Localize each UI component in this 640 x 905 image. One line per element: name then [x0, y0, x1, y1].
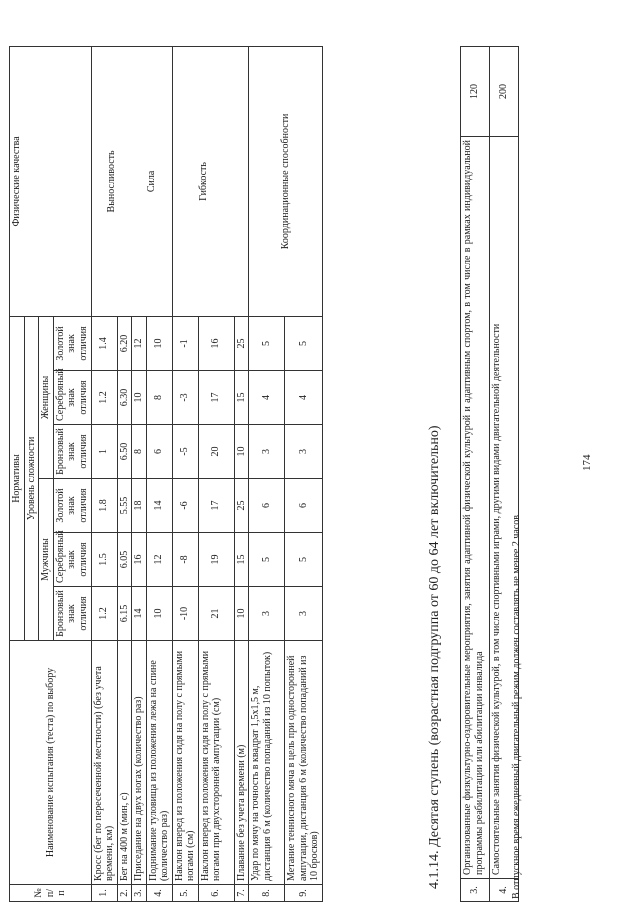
women-bronze-value: 10 — [234, 425, 249, 479]
women-gold-value: 5 — [249, 316, 285, 370]
activity-description: Самостоятельные занятия физической культурой, в том числе спортивными играми, другими видами двигательной деятельности — [490, 137, 519, 879]
women-gold-value: 5 — [285, 316, 323, 370]
men-silver-value: 1.5 — [91, 533, 117, 587]
section-title: 4.1.14. Десятая ступень (возрастная подгруппа от 60 до 64 лет включительно) — [427, 425, 442, 889]
women-gold-value: 12 — [132, 316, 147, 370]
women-gold-value: 6.20 — [117, 316, 132, 370]
header-row — [10, 46, 25, 901]
women-silver-value: 15 — [234, 371, 249, 425]
women-bronze-value: 8 — [132, 425, 147, 479]
men-gold-value: 14 — [146, 479, 172, 533]
row-number: 8. — [249, 885, 285, 902]
women-silver-value: 1.2 — [91, 371, 117, 425]
men-bronze-value: 1.2 — [91, 587, 117, 641]
women-silver-value: 17 — [198, 371, 234, 425]
women-bronze-value: 1 — [91, 425, 117, 479]
table-row — [132, 46, 147, 901]
header-difficulty-level: Уровень сложности — [24, 316, 39, 640]
men-bronze-value: 3 — [285, 587, 323, 641]
men-silver-value: 12 — [146, 533, 172, 587]
test-name: Метание теннисного мяча в цель при односторонней ампутации, дистанция 6 м (количество попаданий из 10 бросков) — [285, 641, 323, 885]
women-bronze-value: 3 — [249, 425, 285, 479]
men-gold-value: 18 — [132, 479, 147, 533]
test-name: Наклон вперед из положения сидя на полу с прямыми ногами при двухсторонней ампутации (см) — [198, 641, 234, 885]
men-bronze-value: 14 — [132, 587, 147, 641]
men-silver-value: 5 — [285, 533, 323, 587]
men-silver-value: 16 — [132, 533, 147, 587]
header-norms: Нормативы — [10, 316, 25, 640]
men-bronze-value: -10 — [172, 587, 198, 641]
women-bronze-value: 6.50 — [117, 425, 132, 479]
women-silver-value: -3 — [172, 371, 198, 425]
women-bronze-value: 20 — [198, 425, 234, 479]
women-bronze-value: 6 — [146, 425, 172, 479]
header-women-silver: Серебряный знак отличия — [53, 371, 91, 425]
row-number: 4. — [146, 885, 172, 902]
men-silver-value: -8 — [172, 533, 198, 587]
header-men-gold: Золотой знак отличия — [53, 479, 91, 533]
men-gold-value: 1.8 — [91, 479, 117, 533]
quality-strength: Сила — [132, 46, 173, 316]
women-gold-value: 25 — [234, 316, 249, 370]
women-gold-value: 1.4 — [91, 316, 117, 370]
quality-flexibility: Гибкость — [172, 46, 234, 316]
women-silver-value: 4 — [249, 371, 285, 425]
women-silver-value: 4 — [285, 371, 323, 425]
test-name: Приседание на двух ногах (количество раз) — [132, 641, 147, 885]
women-silver-value: 6.30 — [117, 371, 132, 425]
men-silver-value: 19 — [198, 533, 234, 587]
men-gold-value: 6 — [249, 479, 285, 533]
table-row — [91, 46, 117, 901]
men-gold-value: 6 — [285, 479, 323, 533]
row-number: 1. — [91, 885, 117, 902]
table-row — [249, 46, 285, 901]
header-men-silver: Серебряный знак отличия — [53, 533, 91, 587]
row-number: 6. — [198, 885, 234, 902]
activity-minutes: 200 — [490, 47, 519, 137]
men-bronze-value: 10 — [146, 587, 172, 641]
test-name: Кросс (бег по пересеченной местности) (без учета времени, км) — [91, 641, 117, 885]
quality-coordination: Координационные способности — [249, 46, 323, 316]
header-women-gold: Золотой знак отличия — [53, 316, 91, 370]
test-name: Удар по мячу на точность в квадрат 1,5х1,5 м, дистанция 6 м (количество попаданий из 10 попыток) — [249, 641, 285, 885]
row-number: 3. — [132, 885, 147, 902]
header-men: Мужчины — [39, 479, 54, 641]
header-women: Женщины — [39, 316, 54, 478]
row-number: 2. — [117, 885, 132, 902]
header-physical-qualities: Физические качества — [10, 46, 92, 316]
standards-table — [9, 46, 323, 902]
header-men-bronze: Бронзовый знак отличия — [53, 587, 91, 641]
men-bronze-value: 3 — [249, 587, 285, 641]
men-bronze-value: 10 — [234, 587, 249, 641]
row-number: 3. — [461, 879, 490, 902]
men-gold-value: 5.55 — [117, 479, 132, 533]
women-gold-value: 10 — [146, 316, 172, 370]
women-gold-value: 16 — [198, 316, 234, 370]
test-name: Поднимание туловища из положения лежа на спине (количество раз) — [146, 641, 172, 885]
activity-description: Организованные физкультурно-оздоровительные мероприятия, занятия адаптивной физической культурой и адаптивным спортом, в том числе в рамках индивидуальной программы реабилитации или абилитации инвалида — [461, 137, 490, 879]
men-gold-value: 25 — [234, 479, 249, 533]
header-women-bronze: Бронзовый знак отличия — [53, 425, 91, 479]
table-row — [234, 46, 249, 901]
men-gold-value: 17 — [198, 479, 234, 533]
page-number: 174 — [581, 454, 593, 471]
header-test-name: Наименование испытания (теста) по выбору — [10, 641, 92, 885]
row-number: 4. — [490, 879, 519, 902]
women-bronze-value: 3 — [285, 425, 323, 479]
table-row — [172, 46, 198, 901]
row-number: 9. — [285, 885, 323, 902]
men-silver-value: 5 — [249, 533, 285, 587]
women-silver-value: 8 — [146, 371, 172, 425]
test-name: Плавание без учета времени (м) — [234, 641, 249, 885]
test-name: Наклон вперед из положения сидя на полу с прямыми ногами (см) — [172, 641, 198, 885]
table-row — [461, 47, 490, 902]
women-bronze-value: -5 — [172, 425, 198, 479]
header-number: № п/п — [10, 885, 92, 902]
activity-minutes: 120 — [461, 47, 490, 137]
women-silver-value: 10 — [132, 371, 147, 425]
vacation-note: В отпускное время ежедневный двигательный режим должен составлять не менее 2 часов — [511, 515, 522, 899]
activity-table-continuation — [460, 46, 534, 902]
quality-endurance: Выносливость — [91, 46, 132, 316]
test-name: Бег на 400 м (мин, с) — [117, 641, 132, 885]
men-bronze-value: 6.15 — [117, 587, 132, 641]
row-number: 7. — [234, 885, 249, 902]
men-silver-value: 6.05 — [117, 533, 132, 587]
men-gold-value: -6 — [172, 479, 198, 533]
men-bronze-value: 21 — [198, 587, 234, 641]
women-gold-value: -1 — [172, 316, 198, 370]
men-silver-value: 15 — [234, 533, 249, 587]
row-number: 5. — [172, 885, 198, 902]
